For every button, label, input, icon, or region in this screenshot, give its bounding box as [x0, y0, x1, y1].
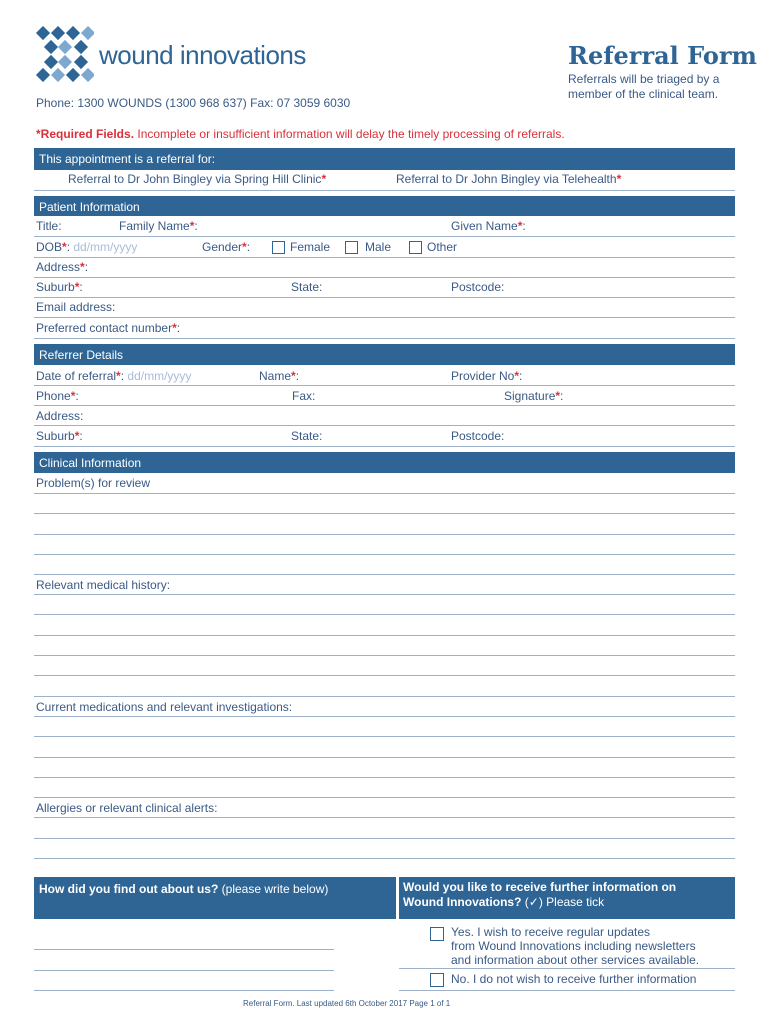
- email-label: Email address:: [36, 300, 116, 314]
- dob-label: DOB*: dd/mm/yyyy: [36, 240, 138, 254]
- other-checkbox[interactable]: [409, 241, 422, 254]
- referral-date-label: Date of referral*: dd/mm/yyyy: [36, 369, 192, 383]
- referrer-state-label: State:: [291, 429, 323, 443]
- postcode-label: Postcode:: [451, 280, 505, 294]
- female-label: Female: [290, 240, 331, 254]
- medications-label: Current medications and relevant investigations:: [36, 700, 293, 714]
- option-spring-hill[interactable]: Referral to Dr John Bingley via Spring Hill Clinic*: [68, 172, 327, 186]
- provider-no-label: Provider No*:: [451, 369, 523, 383]
- male-checkbox[interactable]: [345, 241, 358, 254]
- appointment-header: [34, 148, 735, 170]
- state-label: State:: [291, 280, 323, 294]
- given-name-label: Given Name*:: [451, 219, 526, 233]
- yes-line-1: Yes. I wish to receive regular updates: [451, 925, 651, 939]
- info-question-2: Wound Innovations? (✓) Please tick: [403, 895, 605, 909]
- triage-note-1: Referrals will be triaged by a: [568, 72, 720, 86]
- required-bold: *Required Fields.: [36, 127, 135, 141]
- brand-name: wound innovations: [99, 40, 306, 70]
- referrer-heading: Referrer Details: [39, 348, 124, 362]
- referrer-name-label: Name*:: [259, 369, 300, 383]
- option-spring-hill-label: Referral to Dr John Bingley via Spring Hill Clinic: [68, 172, 322, 186]
- referrer-postcode-label: Postcode:: [451, 429, 505, 443]
- found-us-line-2[interactable]: [34, 970, 334, 971]
- required-notice: [36, 127, 565, 141]
- family-name-label: Family Name*:: [119, 219, 198, 233]
- patient-heading: Patient Information: [39, 200, 140, 214]
- gender-label: Gender*:: [202, 240, 251, 254]
- appointment-heading: This appointment is a referral for:: [39, 152, 216, 166]
- address-label: Address*:: [36, 260, 89, 274]
- referrer-header: [34, 344, 735, 365]
- history-label: Relevant medical history:: [36, 578, 171, 592]
- referrer-address-label: Address:: [36, 409, 84, 423]
- found-us-question: How did you find out about us? (please write below): [39, 882, 329, 896]
- no-line: No. I do not wish to receive further information: [451, 972, 697, 986]
- male-label: Male: [365, 240, 392, 254]
- found-us-line-3[interactable]: [34, 990, 334, 991]
- info-question-1: Would you like to receive further information on: [403, 880, 677, 894]
- page-title: Referral Form: [568, 41, 757, 70]
- triage-note-2: member of the clinical team.: [568, 87, 719, 101]
- female-checkbox[interactable]: [272, 241, 285, 254]
- contact-info: Phone: 1300 WOUNDS (1300 968 637) Fax: 07 3059 6030: [36, 96, 351, 110]
- signature-label: Signature*:: [504, 389, 564, 403]
- brand-logo-icon: [34, 26, 94, 82]
- referrer-phone-label: Phone*:: [36, 389, 79, 403]
- referrer-fax-label: Fax:: [292, 389, 316, 403]
- required-rest: Incomplete or insufficient information will delay the timely processing of referrals.: [134, 127, 565, 141]
- problems-label: Problem(s) for review: [36, 476, 151, 490]
- title-label: Title:: [36, 219, 62, 233]
- contact-number-label: Preferred contact number*:: [36, 321, 181, 335]
- yes-line-2: from Wound Innovations including newsletters: [451, 939, 696, 953]
- option-telehealth-label: Referral to Dr John Bingley via Telehealth: [396, 172, 617, 186]
- found-us-line-1[interactable]: [34, 949, 334, 950]
- dob-input[interactable]: dd/mm/yyyy: [73, 240, 138, 254]
- yes-line-3: and information about other services available.: [451, 953, 700, 967]
- option-telehealth[interactable]: Referral to Dr John Bingley via Telehealth*: [396, 172, 622, 186]
- no-updates-checkbox[interactable]: [430, 973, 444, 987]
- patient-header: [34, 196, 735, 216]
- referral-date-input[interactable]: dd/mm/yyyy: [127, 369, 192, 383]
- clinical-header: [34, 452, 735, 473]
- yes-updates-checkbox[interactable]: [430, 927, 444, 941]
- allergies-label: Allergies or relevant clinical alerts:: [36, 801, 218, 815]
- suburb-label: Suburb*:: [36, 280, 83, 294]
- page-footer: Referral Form. Last updated 6th October 2017 Page 1 of 1: [243, 999, 451, 1008]
- clinical-heading: Clinical Information: [39, 456, 142, 470]
- referrer-suburb-label: Suburb*:: [36, 429, 83, 443]
- other-label: Other: [427, 240, 458, 254]
